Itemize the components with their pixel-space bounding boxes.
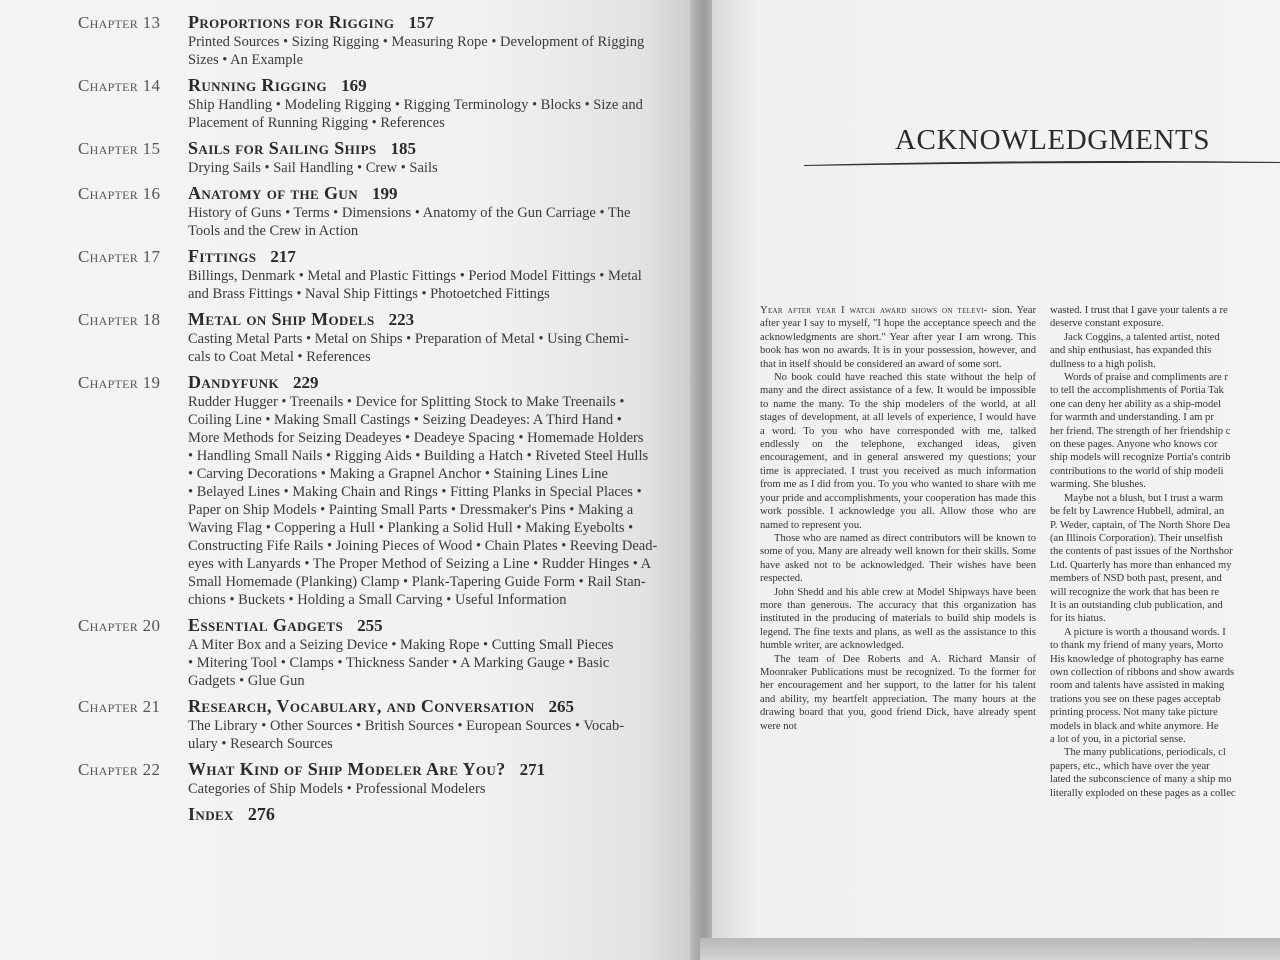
chapter-title: Proportions for Rigging bbox=[188, 12, 395, 32]
ack-lead-in: Year after year I watch award shows on televi- bbox=[760, 305, 988, 316]
chapter-topics-line: The Library • Other Sources • British Sources • European Sources • Vocab- bbox=[188, 718, 625, 734]
toc-chapter bbox=[78, 138, 690, 177]
chapter-page-number: 271 bbox=[519, 760, 546, 779]
chapter-topics-line: Sizes • An Example bbox=[188, 52, 304, 68]
ack-paragraph bbox=[760, 304, 1036, 371]
right-page-acknowledgments bbox=[712, 0, 1280, 940]
chapter-title: Essential Gadgets bbox=[188, 615, 344, 635]
chapter-topics-line: Small Homemade (Planking) Clamp • Plank-Tapering Guide Form • Rail Stan- bbox=[188, 574, 646, 590]
chapter-topics-line: Rudder Hugger • Treenails • Device for Splitting Stock to Make Treenails • bbox=[188, 394, 625, 410]
ack-paragraph-text: sion. Year after year I say to myself, "I hope the acceptance speech and the acknowledgments are short." Year after year I am wrong. This book has won no awards. It is in your possession, however, and that in itself should be considered an award of some sort. bbox=[760, 305, 1036, 370]
ack-line: Jack Coggins, a talented artist, noted bbox=[1064, 331, 1220, 343]
chapter-page-number: 223 bbox=[388, 310, 415, 329]
toc-chapter bbox=[78, 615, 690, 690]
chapter-topics-line: Casting Metal Parts • Metal on Ships • Preparation of Metal • Using Chemi- bbox=[188, 331, 629, 347]
chapter-heading bbox=[78, 75, 690, 96]
chapter-heading bbox=[78, 246, 690, 267]
chapter-page-number: 185 bbox=[390, 139, 417, 158]
chapter-page-number: 199 bbox=[372, 184, 398, 203]
ack-paragraph bbox=[1050, 331, 1280, 344]
acknowledgments-heading: ACKNOWLEDGMENTS bbox=[895, 124, 1211, 156]
ack-paragraph bbox=[760, 532, 1036, 586]
toc-chapter bbox=[78, 372, 690, 609]
chapter-title: Research, Vocabulary, and Conversation bbox=[188, 696, 535, 716]
chapter-number: Chapter 13 bbox=[78, 13, 161, 32]
chapter-heading bbox=[78, 696, 690, 717]
toc-chapter bbox=[78, 75, 690, 132]
ack-paragraph bbox=[760, 653, 1036, 733]
chapter-heading bbox=[78, 12, 690, 33]
chapter-page-number: 255 bbox=[357, 616, 383, 635]
chapter-topics-line: Gadgets • Glue Gun bbox=[188, 673, 305, 689]
chapter-number: Chapter 14 bbox=[78, 76, 161, 95]
heading-flourish-rule bbox=[804, 160, 1280, 168]
chapter-topics-line: Paper on Ship Models • Painting Small Parts • Dressmaker's Pins • Making a bbox=[188, 502, 634, 518]
chapter-page-number: 265 bbox=[548, 697, 575, 716]
chapter-page-number: 169 bbox=[341, 76, 367, 95]
chapter-topics-line: Printed Sources • Sizing Rigging • Measuring Rope • Development of Rigging bbox=[188, 34, 645, 50]
chapter-page-number: 217 bbox=[270, 247, 296, 266]
chapter-number: Chapter 20 bbox=[78, 616, 161, 635]
toc-chapter bbox=[78, 12, 690, 69]
ack-line: wasted. I trust that I gave your talents a re bbox=[1050, 305, 1228, 316]
ack-paragraph bbox=[1050, 304, 1280, 317]
ack-paragraph bbox=[1050, 371, 1280, 384]
ack-continuation: to thank my friend of many years, Morto His knowledge of photography has earne own collection of ribbons and show awards room and talents have assisted in making trations you see on these pages acceptab printing process. Not many take picture models in black and white anymore. He a lot of you, in a pictorial sense. bbox=[1050, 640, 1235, 745]
chapter-heading bbox=[78, 615, 690, 636]
chapter-heading bbox=[78, 759, 690, 780]
ack-paragraph bbox=[760, 586, 1036, 653]
toc-chapter bbox=[78, 246, 690, 303]
ack-line: A picture is worth a thousand words. I bbox=[1064, 626, 1226, 638]
chapter-number: Chapter 15 bbox=[78, 139, 161, 158]
body-column-left bbox=[760, 304, 1036, 864]
chapter-topics-line: and Brass Fittings • Naval Ship Fittings • Photoetched Fittings bbox=[188, 286, 550, 302]
ack-continuation: be felt by Lawrence Hubbell, admiral, an P. Weder, captain, of The North Shore Dea (an Illinois Corporation). Their unselfish the contents of past issues of the Northshor Ltd. Quarterly has more than enhanced my members of NSD both past, present, and will recognize the work that has been re It is an outstanding club publication, and for its hiatus. bbox=[1050, 506, 1233, 625]
ack-continuation: papers, etc., which have over the year lated the subconscience of many a ship mo literally exploded on these pages as a collec bbox=[1050, 760, 1236, 799]
table-of-contents bbox=[78, 12, 690, 825]
ack-line: The many publications, periodicals, cl bbox=[1064, 747, 1226, 759]
chapter-heading bbox=[78, 372, 690, 393]
ack-continuation: deserve constant exposure. bbox=[1050, 318, 1164, 330]
chapter-topics-line: History of Guns • Terms • Dimensions • Anatomy of the Gun Carriage • The bbox=[188, 205, 631, 221]
chapter-heading bbox=[78, 138, 690, 159]
chapter-number: Chapter 17 bbox=[78, 247, 161, 266]
chapter-title: Metal on Ship Models bbox=[188, 309, 375, 329]
toc-index-entry bbox=[188, 804, 690, 825]
chapter-title: Fittings bbox=[188, 246, 257, 266]
body-column-right bbox=[1050, 304, 1280, 864]
chapter-topics-line: Tools and the Crew in Action bbox=[188, 223, 359, 239]
ack-paragraph-text: No book could have reached this state without the help of many and the direct assistance of a few. It would be impossible to name the many. To the ship modelers of the world, at all stages of development, at all levels of experience, I would have a word. To you who have corresponded with me, talked endlessly on the telephone, exchanged ideas, given encouragement, and in general answered my questions; your time is appreciated. I trust you received as much information from me as I did from you. To you who wanted to share with me your pride and accomplishments, your cooperation has made this work possible. I acknowledge you all. Allow those who are named to represent you. bbox=[760, 372, 1036, 531]
ack-paragraph-text: The team of Dee Roberts and A. Richard Mansir of Moonraker Publications must be recognized. To the former for her encouragement and her support, to the latter for his talent and ability, my heartfelt appreciation. The many hours at the drawing board that you, good friend Dick, have already spent were not bbox=[760, 653, 1036, 732]
chapter-number: Chapter 18 bbox=[78, 310, 161, 329]
chapter-title: Dandyfunk bbox=[188, 372, 279, 392]
chapter-topics-line: cals to Coat Metal • References bbox=[188, 349, 371, 365]
chapter-topics-line: • Mitering Tool • Clamps • Thickness Sander • A Marking Gauge • Basic bbox=[188, 655, 610, 671]
chapter-topics-line: Coiling Line • Making Small Castings • Seizing Deadeyes: A Third Hand • bbox=[188, 412, 622, 428]
ack-line: Words of praise and compliments are r bbox=[1064, 372, 1228, 384]
chapter-topics-line: • Belayed Lines • Making Chain and Rings • Fitting Planks in Special Places • bbox=[188, 484, 642, 500]
chapter-number: Chapter 21 bbox=[78, 697, 161, 716]
ack-continuation: and ship enthusiast, has expanded this dullness to a high polish. bbox=[1050, 345, 1212, 370]
chapter-page-number: 229 bbox=[292, 373, 319, 392]
ack-paragraph bbox=[1050, 492, 1280, 505]
ack-paragraph bbox=[1050, 626, 1280, 639]
ack-paragraph bbox=[760, 371, 1036, 532]
chapter-topics-line: Ship Handling • Modeling Rigging • Rigging Terminology • Blocks • Size and bbox=[188, 97, 643, 113]
chapter-topics-line: A Miter Box and a Seizing Device • Making Rope • Cutting Small Pieces bbox=[188, 637, 614, 653]
chapter-topics-line: Constructing Fife Rails • Joining Pieces of Wood • Chain Plates • Reeving Dead- bbox=[188, 538, 658, 554]
chapter-number: Chapter 22 bbox=[78, 760, 161, 779]
chapter-title: Anatomy of the Gun bbox=[188, 183, 359, 203]
toc-chapter bbox=[78, 696, 690, 753]
chapter-heading bbox=[78, 183, 690, 204]
chapter-topics-line: • Carving Decorations • Making a Grapnel Anchor • Staining Lines Line bbox=[188, 466, 608, 482]
chapter-topics-line: eyes with Lanyards • The Proper Method of Seizing a Line • Rudder Hinges • A bbox=[188, 556, 652, 572]
toc-chapter bbox=[78, 183, 690, 240]
chapter-title: What Kind of Ship Modeler Are You? bbox=[188, 759, 506, 779]
chapter-topics-line: • Handling Small Nails • Rigging Aids • Building a Hatch • Riveted Steel Hulls bbox=[188, 448, 649, 464]
toc-chapter bbox=[78, 309, 690, 366]
ack-paragraph bbox=[1050, 746, 1280, 759]
index-page-number: 276 bbox=[247, 804, 275, 824]
ack-paragraph-text: Those who are named as direct contributors will be known to some of you. Many are already well known for their skills. Some have asked not to be acknowledged. Their wishes have been respected. bbox=[760, 532, 1036, 585]
chapter-heading bbox=[78, 309, 690, 330]
ack-continuation: to tell the accomplishments of Portia Tak one can deny her ability as a ship-model for warmth and understanding. I am pr her friend. The strength of her friendship c on these pages. Anyone who knows cor ship models will recognize Portia's contrib contributions to the world of ship modeli warming. She blushes. bbox=[1050, 385, 1231, 491]
ack-line: Maybe not a blush, but I trust a warm bbox=[1064, 492, 1224, 504]
ack-paragraph-text: John Shedd and his able crew at Model Shipways have been more than generous. The accuracy that this organization has instituted in the producing of materials to build ship models is legend. The fine texts and plans, as well as the assistance to this humble writer, are acknowledged. bbox=[760, 586, 1036, 652]
page-edge-shadow bbox=[700, 938, 1280, 960]
chapter-topics-line: Categories of Ship Models • Professional Modelers bbox=[188, 781, 486, 797]
chapter-topics-line: Waving Flag • Coppering a Hull • Planking a Solid Hull • Making Eyebolts • bbox=[188, 520, 634, 536]
chapter-topics-line: Billings, Denmark • Metal and Plastic Fittings • Period Model Fittings • Metal bbox=[188, 268, 642, 284]
chapter-title: Running Rigging bbox=[188, 75, 328, 95]
chapter-topics-line: Drying Sails • Sail Handling • Crew • Sails bbox=[188, 160, 438, 176]
chapter-topics-line: More Methods for Seizing Deadeyes • Deadeye Spacing • Homemade Holders bbox=[188, 430, 644, 446]
toc-chapter bbox=[78, 759, 690, 798]
chapter-page-number: 157 bbox=[408, 13, 434, 32]
chapter-title: Sails for Sailing Ships bbox=[188, 138, 377, 158]
chapter-topics-line: chions • Buckets • Holding a Small Carving • Useful Information bbox=[188, 592, 567, 608]
chapter-number: Chapter 19 bbox=[78, 373, 161, 392]
chapter-topics-line: ulary • Research Sources bbox=[188, 736, 333, 752]
chapter-topics-line: Placement of Running Rigging • References bbox=[188, 115, 445, 131]
index-title: Index bbox=[188, 804, 234, 824]
chapter-number: Chapter 16 bbox=[78, 184, 161, 203]
